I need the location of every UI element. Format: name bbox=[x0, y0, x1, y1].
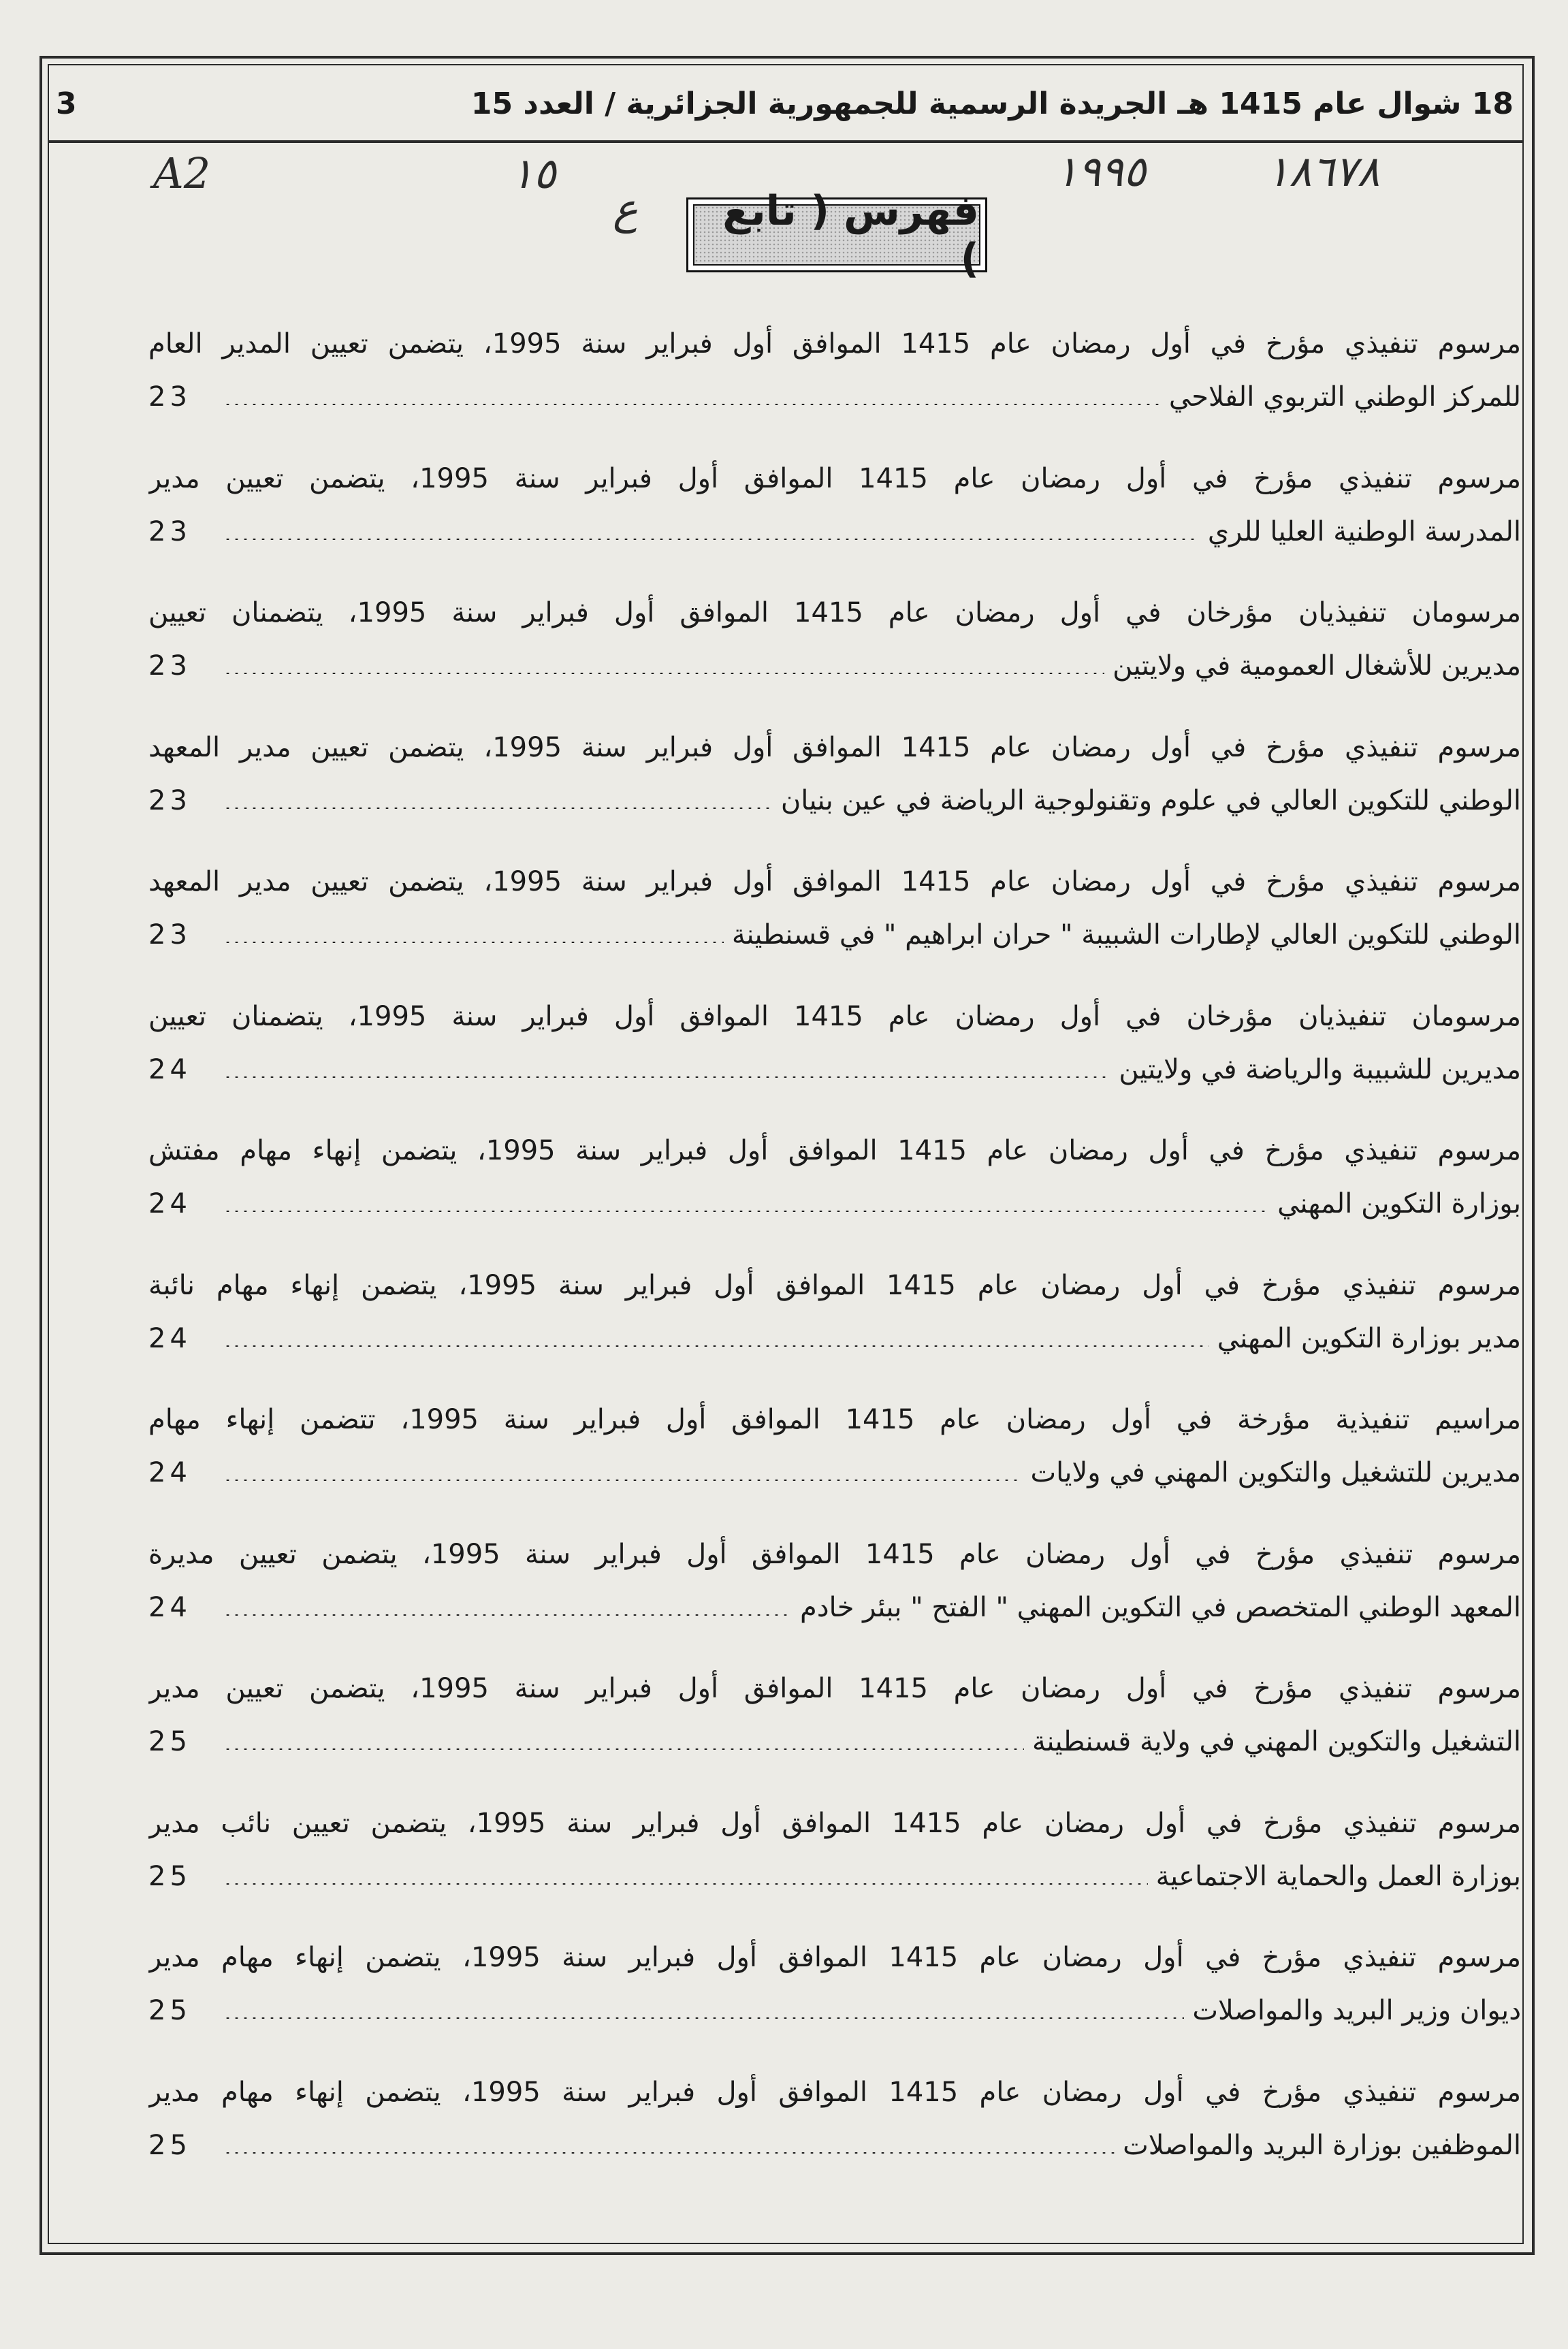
toc-page-number: 25 bbox=[148, 1995, 191, 2026]
toc-page-number: 23 bbox=[148, 650, 191, 682]
toc-entry-title-line2 bbox=[148, 505, 1521, 559]
toc-dot-leader bbox=[223, 537, 1200, 541]
toc-entry-title-line1: مراسيم تنفيذية مؤرخة في أول رمضان عام 1415 الموافق أول فبراير سنة 1995، تتضمن إنهاء مهام bbox=[148, 1404, 1521, 1435]
toc-entry-subtitle: المدرسة الوطنية العليا للري bbox=[1207, 515, 1521, 547]
toc-entry-subtitle: للمركز الوطني التربوي الفلاحي bbox=[1168, 381, 1521, 413]
toc-page-number: 25 bbox=[148, 2129, 191, 2161]
handwritten-note-1: A2 bbox=[153, 148, 211, 198]
toc-entry-title-line1: مرسوم تنفيذي مؤرخ في أول رمضان عام 1415 الموافق أول فبراير سنة 1995، يتضمن تعيين نائب مدير bbox=[148, 1807, 1521, 1839]
handwritten-note-3: ع bbox=[613, 184, 638, 234]
toc-entry bbox=[148, 317, 1521, 451]
handwritten-note-4: ١٩٩٥ bbox=[1055, 146, 1147, 196]
toc-entry bbox=[148, 1258, 1521, 1393]
toc-entry bbox=[148, 2065, 1521, 2200]
toc-entry bbox=[148, 1796, 1521, 1931]
toc-entry bbox=[148, 1661, 1521, 1796]
toc-page-number: 25 bbox=[148, 1726, 191, 1757]
toc-entry bbox=[148, 854, 1521, 989]
toc-entry-title-line2 bbox=[148, 2118, 1521, 2173]
toc-page-number: 24 bbox=[148, 1188, 191, 1219]
toc-entry bbox=[148, 1392, 1521, 1527]
toc-entry-subtitle: بوزارة العمل والحماية الاجتماعية bbox=[1155, 1860, 1521, 1892]
toc-entry bbox=[148, 451, 1521, 586]
toc-entry-title-line1: مرسومان تنفيذيان مؤرخان في أول رمضان عام 1415 الموافق أول فبراير سنة 1995، يتضمنان تعيين bbox=[148, 597, 1521, 628]
toc-entry-title-line1: مرسوم تنفيذي مؤرخ في أول رمضان عام 1415 الموافق أول فبراير سنة 1995، يتضمن إنهاء مهام مفتش bbox=[148, 1135, 1521, 1166]
toc-entry-title-line1: مرسوم تنفيذي مؤرخ في أول رمضان عام 1415 الموافق أول فبراير سنة 1995، يتضمن تعيين مدير المعهد bbox=[148, 731, 1521, 763]
toc-dot-leader bbox=[223, 940, 724, 944]
toc-dot-leader bbox=[223, 671, 1104, 675]
toc-entry-subtitle: بوزارة التكوين المهني bbox=[1277, 1188, 1521, 1219]
header-page-number: 3 bbox=[56, 86, 77, 121]
toc-entry-title-line2 bbox=[148, 1983, 1521, 2038]
toc-entry-title-line2 bbox=[148, 1445, 1521, 1500]
toc-entry-title-line1: مرسوم تنفيذي مؤرخ في أول رمضان عام 1415 الموافق أول فبراير سنة 1995، يتضمن إنهاء مهام مدير bbox=[148, 1942, 1521, 1973]
toc-dot-leader bbox=[223, 1478, 1023, 1482]
toc-entry-subtitle: مديرين للتشغيل والتكوين المهني في ولايات bbox=[1030, 1457, 1521, 1488]
toc-page-number: 24 bbox=[148, 1591, 191, 1623]
toc-entry-title-line2 bbox=[148, 908, 1521, 962]
toc-entry-subtitle: مدير بوزارة التكوين المهني bbox=[1217, 1322, 1521, 1354]
toc-entry-subtitle: الوطني للتكوين العالي في علوم وتقنولوجية الرياضة في عين بنيان bbox=[780, 784, 1521, 816]
toc-entry-title-line1: مرسوم تنفيذي مؤرخ في أول رمضان عام 1415 الموافق أول فبراير سنة 1995، يتضمن تعيين المدير العام bbox=[148, 328, 1521, 359]
toc-dot-leader bbox=[223, 1209, 1269, 1213]
toc-entry-title-line2 bbox=[148, 1580, 1521, 1635]
toc-dot-leader bbox=[223, 806, 773, 810]
index-title-box bbox=[686, 187, 987, 283]
toc-entry-title-line2 bbox=[148, 639, 1521, 693]
toc-entry-title-line1: مرسوم تنفيذي مؤرخ في أول رمضان عام 1415 الموافق أول فبراير سنة 1995، يتضمن تعيين مدير bbox=[148, 1673, 1521, 1704]
toc-entry-title-line2 bbox=[148, 1714, 1521, 1769]
toc-entry bbox=[148, 720, 1521, 855]
toc-entry bbox=[148, 1123, 1521, 1258]
toc-entry-title-line1: مرسوم تنفيذي مؤرخ في أول رمضان عام 1415 الموافق أول فبراير سنة 1995، يتضمن إنهاء مهام مدير bbox=[148, 2076, 1521, 2108]
toc-page-number: 24 bbox=[148, 1457, 191, 1488]
toc-entry-title-line1: مرسوم تنفيذي مؤرخ في أول رمضان عام 1415 الموافق أول فبراير سنة 1995، يتضمن تعيين مدير bbox=[148, 462, 1521, 494]
toc-entry-title-line1: مرسوم تنفيذي مؤرخ في أول رمضان عام 1415 الموافق أول فبراير سنة 1995، يتضمن تعيين مدير المعهد bbox=[148, 866, 1521, 897]
toc-page-number: 25 bbox=[148, 1860, 191, 1892]
toc-entry-subtitle: الوطني للتكوين العالي لإطارات الشبيبة " حران ابراهيم " في قسنطينة bbox=[731, 919, 1521, 950]
toc-entry-title-line2 bbox=[148, 773, 1521, 828]
toc-dot-leader bbox=[223, 2151, 1115, 2155]
handwritten-note-5: ١٨٦٧٨ bbox=[1266, 146, 1380, 196]
toc-dot-leader bbox=[223, 1344, 1209, 1348]
toc-entry-title-line2 bbox=[148, 1042, 1521, 1097]
toc-page-number: 23 bbox=[148, 784, 191, 816]
toc-entry-title-line2 bbox=[148, 1311, 1521, 1366]
header-rule bbox=[48, 140, 1522, 143]
toc-entry-subtitle: مديرين للشبيبة والرياضة في ولايتين bbox=[1119, 1053, 1521, 1085]
toc-entry-title-line1: مرسوم تنفيذي مؤرخ في أول رمضان عام 1415 الموافق أول فبراير سنة 1995، يتضمن تعيين مديرة bbox=[148, 1538, 1521, 1570]
toc-entry-subtitle: الموظفين بوزارة البريد والمواصلات bbox=[1123, 2129, 1521, 2161]
toc-entry bbox=[148, 989, 1521, 1124]
toc-entry bbox=[148, 1930, 1521, 2065]
toc-dot-leader bbox=[223, 1613, 792, 1617]
toc-entry bbox=[148, 1527, 1521, 1662]
toc-dot-leader bbox=[223, 1882, 1148, 1886]
toc-entry-title-line2 bbox=[148, 370, 1521, 424]
table-of-contents bbox=[148, 317, 1521, 2199]
toc-entry-title-line2 bbox=[148, 1849, 1521, 1904]
toc-entry-subtitle: مديرين للأشغال العمومية في ولايتين bbox=[1113, 650, 1521, 682]
toc-entry-subtitle: ديوان وزير البريد والمواصلات bbox=[1192, 1995, 1521, 2026]
toc-entry-subtitle: التشغيل والتكوين المهني في ولاية قسنطينة bbox=[1031, 1726, 1521, 1757]
toc-dot-leader bbox=[223, 1075, 1110, 1079]
toc-page-number: 24 bbox=[148, 1322, 191, 1354]
header-title: 18 شوال عام 1415 هـ الجريدة الرسمية للجمهورية الجزائرية / العدد 15 bbox=[470, 86, 1514, 121]
toc-entry-title-line1: مرسوم تنفيذي مؤرخ في أول رمضان عام 1415 الموافق أول فبراير سنة 1995، يتضمن إنهاء مهام نائبة bbox=[148, 1269, 1521, 1301]
toc-page-number: 23 bbox=[148, 381, 191, 413]
index-title: فهرس ( تابع ) bbox=[693, 204, 980, 266]
toc-entry-title-line1: مرسومان تنفيذيان مؤرخان في أول رمضان عام 1415 الموافق أول فبراير سنة 1995، يتضمنان تعيين bbox=[148, 1000, 1521, 1032]
toc-entry-subtitle: المعهد الوطني المتخصص في التكوين المهني " الفتح " ببئر خادم bbox=[799, 1591, 1521, 1623]
toc-dot-leader bbox=[223, 1747, 1024, 1751]
toc-entry-title-line2 bbox=[148, 1177, 1521, 1231]
toc-dot-leader bbox=[223, 402, 1161, 406]
toc-page-number: 23 bbox=[148, 919, 191, 950]
toc-entry bbox=[148, 586, 1521, 720]
toc-page-number: 24 bbox=[148, 1053, 191, 1085]
toc-page-number: 23 bbox=[148, 515, 191, 547]
toc-dot-leader bbox=[223, 2016, 1184, 2020]
handwritten-note-2: ١٥ bbox=[511, 148, 556, 198]
